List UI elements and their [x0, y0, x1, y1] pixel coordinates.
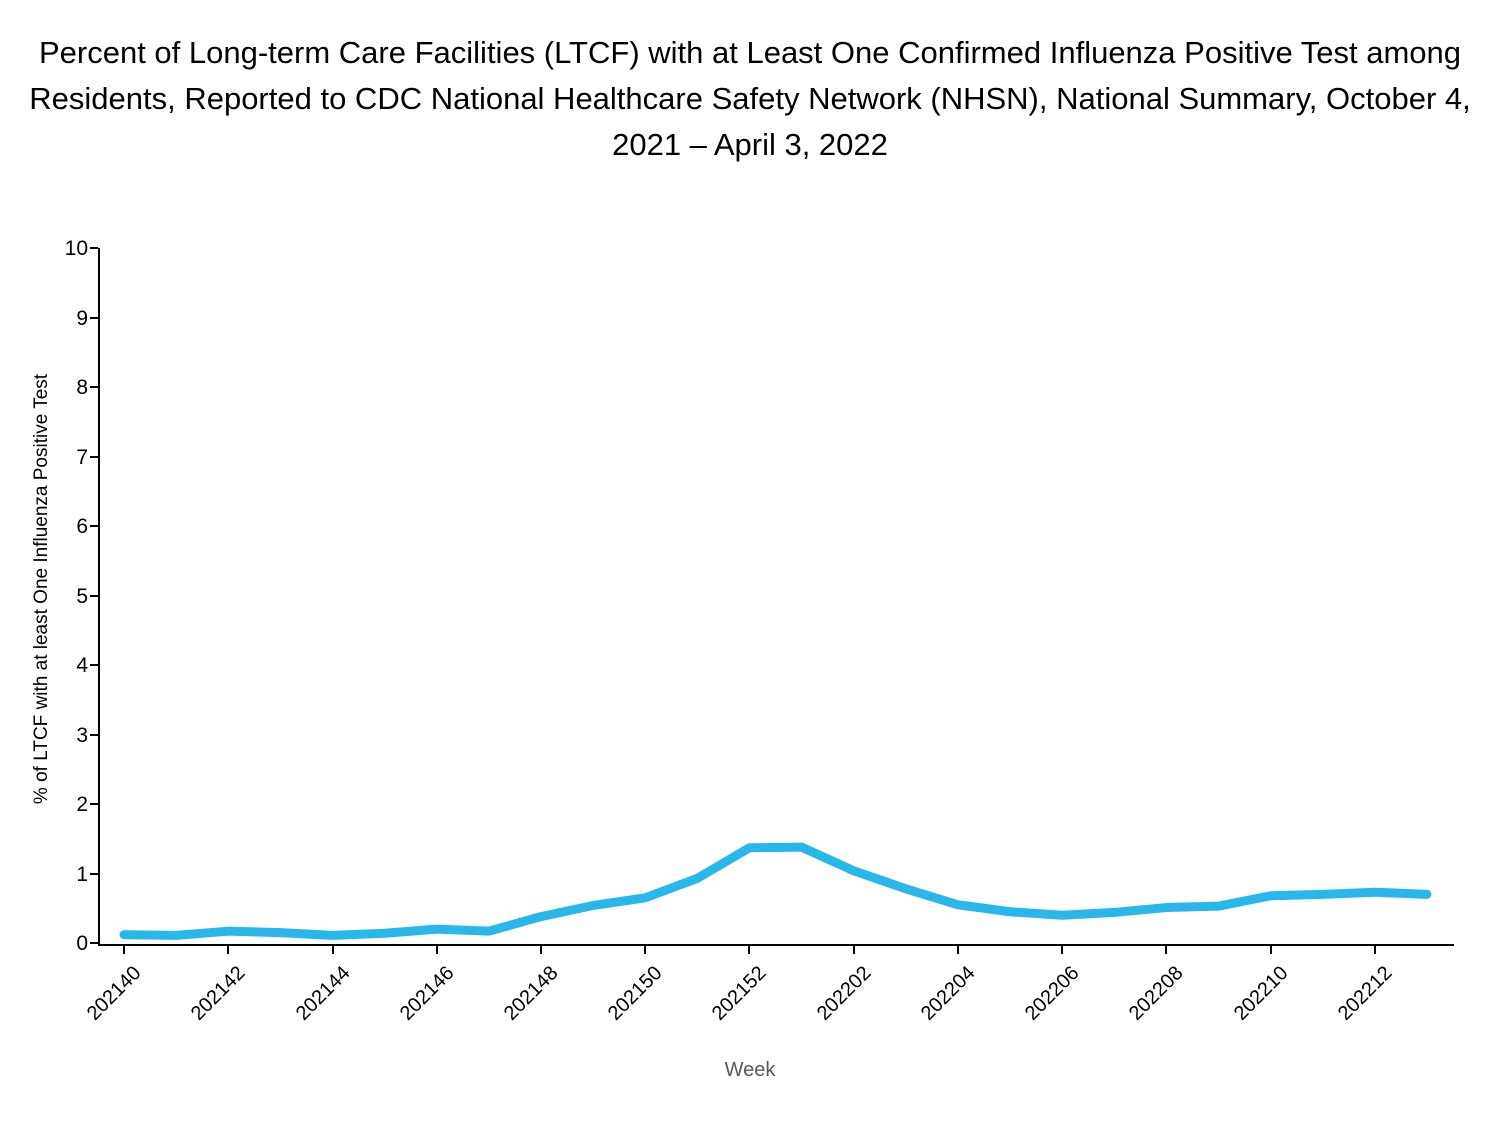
x-tick-mark — [1374, 946, 1376, 954]
x-tick-mark — [644, 946, 646, 954]
y-tick-mark — [90, 664, 98, 666]
x-tick-mark — [1165, 946, 1167, 954]
x-tick-label: 202212 — [1333, 962, 1397, 1025]
x-tick-mark — [957, 946, 959, 954]
x-tick-label: 202152 — [708, 962, 771, 1025]
y-tick-mark — [90, 595, 98, 597]
x-axis-title: Week — [724, 1059, 776, 1081]
y-tick-label: 10 — [64, 237, 88, 260]
y-axis-title: % of LTCF with at least One Influenza Positive Test — [31, 373, 52, 805]
x-tick-mark — [227, 946, 229, 954]
y-tick-label: 1 — [76, 862, 88, 886]
series-line-chart — [98, 248, 1453, 943]
y-tick-mark — [90, 734, 98, 736]
y-tick-label: 3 — [76, 723, 88, 747]
x-tick-mark — [1270, 946, 1272, 954]
x-tick-mark — [1061, 946, 1063, 954]
x-tick-label: 202144 — [291, 962, 355, 1025]
x-tick-label: 202140 — [82, 962, 146, 1025]
y-tick-label: 2 — [76, 793, 88, 816]
y-tick-label: 4 — [76, 654, 88, 677]
y-tick-mark — [90, 317, 98, 319]
y-tick-mark — [90, 942, 98, 944]
y-tick-mark — [90, 873, 98, 875]
x-tick-label: 202146 — [395, 962, 459, 1025]
y-tick-label: 9 — [76, 306, 88, 330]
x-tick-label: 202204 — [916, 962, 980, 1025]
x-tick-label: 202142 — [187, 962, 250, 1025]
x-tick-label: 202150 — [604, 962, 667, 1025]
x-tick-mark — [540, 946, 542, 954]
x-axis-line — [98, 944, 1454, 946]
y-tick-label: 7 — [76, 445, 88, 469]
x-tick-label: 202210 — [1229, 962, 1293, 1025]
x-tick-mark — [123, 946, 125, 954]
y-tick-label: 8 — [76, 376, 88, 399]
y-tick-mark — [90, 386, 98, 388]
x-tick-mark — [332, 946, 334, 954]
plot-area — [98, 248, 1453, 943]
x-tick-mark — [853, 946, 855, 954]
chart-title: Percent of Long-term Care Facilities (LTCF) with at Least One Confirmed Influenza Positive Test among Residents, Reported to CDC National Healthcare Safety Network (NHSN), National Summary, October 4, 2021 – April 3, 2022 — [29, 35, 1471, 162]
y-tick-mark — [90, 525, 98, 527]
x-tick-label: 202202 — [812, 962, 876, 1025]
y-tick-label: 6 — [76, 515, 88, 538]
x-tick-mark — [748, 946, 750, 954]
x-tick-label: 202208 — [1125, 962, 1188, 1025]
x-tick-label: 202206 — [1020, 962, 1084, 1025]
y-tick-label: 5 — [76, 584, 88, 608]
series-line-path — [124, 847, 1427, 935]
x-tick-label: 202148 — [499, 962, 563, 1025]
y-tick-mark — [90, 456, 98, 458]
x-tick-mark — [436, 946, 438, 954]
y-tick-mark — [90, 803, 98, 805]
y-tick-mark — [90, 247, 98, 249]
y-tick-label: 0 — [76, 932, 88, 955]
